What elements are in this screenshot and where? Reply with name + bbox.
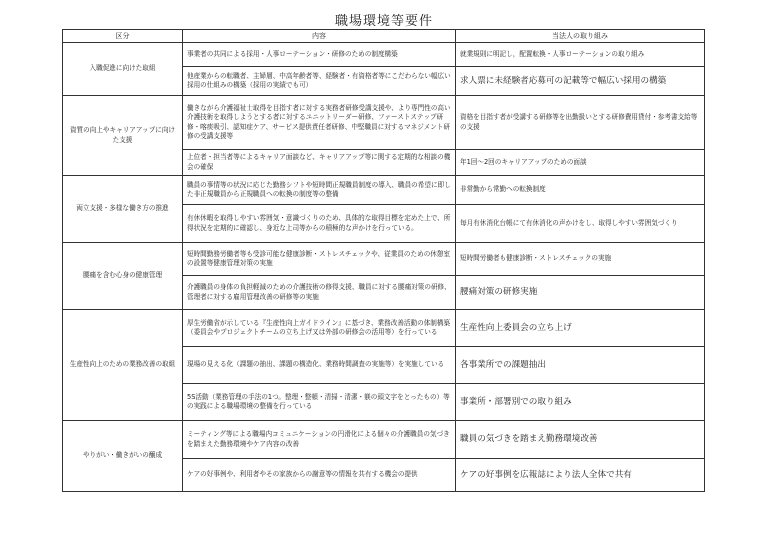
- effort-cell: 事業所・部署別での取り組み: [456, 384, 705, 421]
- header-category: 区分: [63, 30, 183, 43]
- table-row: [63, 243, 705, 276]
- header-row: [63, 30, 705, 43]
- content-cell: ミーティング等による職場内コミュニケーションの円滑化による個々の介護職員の気づきを踏まえた勤務環境やケア内容の改善: [183, 421, 456, 459]
- table-row: [63, 176, 705, 205]
- effort-cell: 職員の気づきを踏まえ勤務環境改善: [456, 421, 705, 459]
- content-cell: 有休休暇を取得しやすい雰囲気・意識づくりのため、具体的な取得目標を定めた上で、所得状況を定期的に確認し、身近な上司等からの積極的な声かけを行っている。: [183, 205, 456, 243]
- content-cell: 働きながら介護福祉士取得を目指す者に対する実務者研修受講支援や、より専門性の高い介護技術を取得しようとする者に対するユニットリーダー研修、ファーストステップ研修・喀痰吸引、認知症ケア、サービス提供責任者研修、中堅職員に対するマネジメント研修の受講支援等: [183, 96, 456, 150]
- page-title: 職場環境等要件: [334, 14, 433, 29]
- table-row: [63, 43, 705, 67]
- category-cell: 生産性向上のための業務改善の取組: [63, 310, 183, 421]
- content-cell: 上位者・担当者等によるキャリア面談など、キャリアアップ等に関する定期的な相談の機会の確保: [183, 150, 456, 176]
- content-cell: 介護職員の身体の負担軽減のための介護技術の修得支援、職員に対する腰痛対策の研修、管理者に対する雇用管理改善の研修等の実施: [183, 276, 456, 310]
- content-cell: 5S活動（業務管理の手法の1つ。整理・整頓・清掃・清潔・躾の頭文字をとったもの）等の実践による職場環境の整備を行っている: [183, 384, 456, 421]
- effort-cell: 腰痛対策の研修実施: [456, 276, 705, 310]
- effort-cell: 短時間労働者も健康診断・ストレスチェックの実施: [456, 243, 705, 276]
- content-cell: 事業者の共同による採用・人事ローテーション・研修のための制度構築: [183, 43, 456, 67]
- content-cell: 他産業からの転職者、主婦層、中高年齢者等、経験者・有資格者等にこだわらない幅広い採用の仕組みの構築（採用の実績でも可）: [183, 67, 456, 96]
- header-effort: 当法人の取り組み: [456, 30, 705, 43]
- effort-cell: ケアの好事例を広報誌により法人全体で共有: [456, 459, 705, 492]
- category-cell: 腰痛を含む心身の健康管理: [63, 243, 183, 310]
- category-cell: 入職促進に向けた取組: [63, 43, 183, 96]
- effort-cell: 就業規則に明記し，配置転換・人事ローテーションの取り組み: [456, 43, 705, 67]
- effort-cell: 年1回～2回のキャリアアップのための面談: [456, 150, 705, 176]
- effort-cell: 各事業所での課題抽出: [456, 347, 705, 384]
- content-cell: ケアの好事例や、利用者やその家族からの謝意等の情報を共有する機会の提供: [183, 459, 456, 492]
- category-cell: 資質の向上やキャリアアップに向けた支援: [63, 96, 183, 176]
- effort-cell: 求人票に未経験者応募可の記載等で幅広い採用の構築: [456, 67, 705, 96]
- header-content: 内容: [183, 30, 456, 43]
- content-cell: 現場の見える化（課題の抽出、課題の構造化、業務時間調査の実施等）を実施している: [183, 347, 456, 384]
- table-row: [63, 96, 705, 150]
- content-cell: 短時間勤務労働者等も受診可能な健康診断・ストレスチェックや、従業員のための休憩室の設置等健康管理対策の実施: [183, 243, 456, 276]
- effort-cell: 非常勤から常勤への転換制度: [456, 176, 705, 205]
- content-cell: 職員の事情等の状況に応じた勤務シフトや短時間正規職員制度の導入、職員の希望に即した非正規職員から正規職員への転換の制度等の整備: [183, 176, 456, 205]
- table-row: [63, 421, 705, 459]
- requirements-table: [62, 29, 705, 492]
- effort-cell: 生産性向上委員会の立ち上げ: [456, 310, 705, 347]
- effort-cell: 毎月有休消化台帳にて有休消化の声かけをし、取得しやすい雰囲気づくり: [456, 205, 705, 243]
- content-cell: 厚生労働省が示している『生産性向上ガイドライン』に基づき、業務改善活動の体制構築（委員会やプロジェクトチームの立ち上げ又は外部の研修会の活用等）を行っている: [183, 310, 456, 347]
- table-row: [63, 310, 705, 347]
- category-cell: やりがい・働きがいの醸成: [63, 421, 183, 492]
- effort-cell: 資格を目指す者が受講する研修等を出勤扱いとする研修費用貸付・参考書支給等の支援: [456, 96, 705, 150]
- category-cell: 両立支援・多様な働き方の推進: [63, 176, 183, 243]
